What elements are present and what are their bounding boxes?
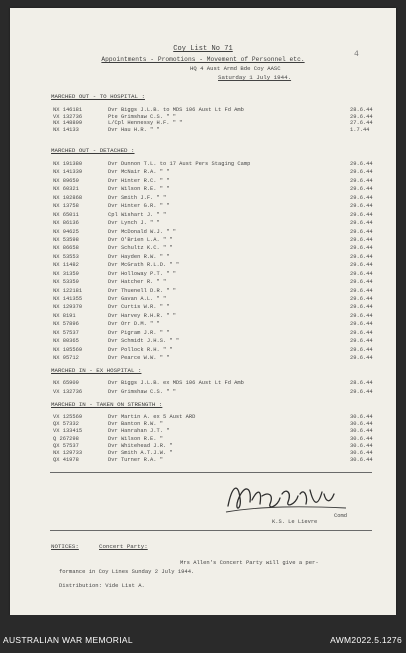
entry-date: 30.6.44	[350, 435, 373, 442]
corner-mark: 4	[354, 50, 359, 59]
service-number: NX 13758	[53, 203, 79, 210]
service-number: NX 53359	[53, 279, 79, 286]
entry-date: 29.6.44	[350, 236, 373, 243]
service-number: NX 14133	[53, 127, 79, 134]
entry-date: 29.6.44	[350, 338, 373, 345]
entry-text: Dvr Banton R.W. "	[108, 421, 163, 428]
service-number: NX 86658	[53, 245, 79, 252]
entry-date: 30.6.44	[350, 421, 373, 428]
personnel-row	[10, 161, 396, 168]
entry-text: Dvr Biggs J.L.B. to MDS 106 Aust Lt Fd Amb	[108, 107, 244, 113]
service-number: NX 89650	[53, 177, 79, 184]
notices-label: NOTICES:	[51, 543, 79, 550]
entry-date: 29.6.44	[350, 296, 373, 303]
service-number: VX 133415	[53, 428, 83, 435]
entry-text: Dvr Hinter G.R. " "	[108, 203, 170, 210]
document-page	[10, 8, 396, 615]
personnel-row	[10, 271, 396, 278]
section-heading-ex-hospital: MARCHED IN - EX HOSPITAL :	[51, 367, 142, 374]
document-subtitle: Appointments - Promotions - Movement of Personnel etc.	[101, 56, 305, 63]
personnel-row	[10, 380, 396, 387]
unit-name: HQ 4 Aust Armd Bde Coy AASC	[190, 65, 281, 72]
footer-accession-number: AWM2022.5.1276	[330, 635, 402, 645]
service-number: VX 132736	[53, 113, 83, 120]
personnel-row	[10, 457, 396, 464]
entry-date: 29.6.44	[350, 253, 373, 260]
document-date: Saturday 1 July 1944.	[218, 74, 292, 81]
entry-text: Dvr Hanrahan J.T. "	[108, 428, 170, 435]
service-number: VX 132736	[53, 388, 83, 395]
entry-date: 29.6.44	[350, 270, 373, 277]
entry-text: Dvr Thuenell D.R. " "	[108, 287, 176, 294]
personnel-row	[10, 195, 396, 202]
personnel-row	[10, 279, 396, 286]
service-number: NX 60321	[53, 186, 79, 193]
entry-date: 29.6.44	[350, 211, 373, 218]
notice-line-2: formance in Coy Lines Sunday 2 July 1944.	[59, 568, 195, 575]
service-number: NX 141339	[53, 169, 83, 176]
personnel-row	[10, 450, 396, 457]
entry-text: Dvr Wilson R.E. "	[108, 435, 163, 442]
service-number: NX 86136	[53, 220, 79, 227]
entry-text: Dvr O'Brien L.A. " "	[108, 236, 173, 243]
document-title: Coy List No 71	[173, 45, 233, 53]
entry-text: Dvr Whitehead J.R. "	[108, 442, 173, 449]
entry-date: 29.6.44	[350, 262, 373, 269]
entry-text: Dvr Pollock R.H. " "	[108, 346, 173, 353]
entry-date: 29.6.44	[350, 161, 373, 167]
entry-text: Dvr Hau H.R. " "	[108, 127, 160, 134]
personnel-row	[10, 262, 396, 269]
entry-text: Cpl Wishart J. " "	[108, 211, 167, 218]
entry-date: 29.6.44	[350, 113, 373, 120]
personnel-row	[10, 421, 396, 428]
entry-text: Dvr Hatcher R. " "	[108, 279, 167, 286]
personnel-row	[10, 443, 396, 450]
personnel-row	[10, 428, 396, 435]
entry-text: Pte Grimshaw C.S. " "	[108, 113, 176, 120]
entry-text: Dvr Schmidt J.H.S. " "	[108, 338, 180, 345]
personnel-row	[10, 186, 396, 193]
signatory-name: K.S. Le Lievre	[272, 519, 318, 525]
entry-date: 29.6.44	[350, 194, 373, 201]
entry-text: Dvr Smith A.T.J.W. "	[108, 450, 173, 456]
section-heading-to-hospital: MARCHED OUT - TO HOSPITAL :	[51, 93, 145, 100]
personnel-row	[10, 330, 396, 337]
personnel-row	[10, 304, 396, 311]
service-number: QX 57332	[53, 421, 79, 428]
service-number: NX 65011	[53, 211, 79, 218]
entry-text: Dvr Schultz K.C. " "	[108, 245, 173, 252]
service-number: NX 94625	[53, 228, 79, 235]
entry-text: Dvr Martin A. ex 5 Aust ARD	[108, 414, 196, 420]
entry-text: L/Cpl Hennessy H.F. " "	[108, 120, 183, 127]
service-number: NX 122181	[53, 287, 83, 294]
entry-date: 29.6.44	[350, 312, 373, 319]
service-number: NX 11482	[53, 262, 79, 269]
service-number: Q 267298	[53, 435, 79, 442]
personnel-row	[10, 245, 396, 252]
personnel-row	[10, 288, 396, 295]
entry-text: Dvr Hinter R.C. " "	[108, 177, 170, 184]
divider-bottom	[50, 530, 372, 531]
entry-date: 29.6.44	[350, 355, 373, 362]
personnel-row	[10, 220, 396, 227]
entry-text: Dvr McNair R.A. " "	[108, 169, 170, 176]
entry-date: 29.6.44	[350, 388, 373, 395]
entry-text: Dvr Turner R.A. "	[108, 457, 163, 464]
personnel-row	[10, 321, 396, 328]
entry-text: Dvr Grimshaw C.S. " "	[108, 388, 176, 395]
service-number: NX 102868	[53, 194, 83, 201]
entry-text: Dvr Gavan A.L. " "	[108, 296, 167, 303]
section-heading-taken-on-strength: MARCHED IN - TAKEN ON STRENGTH :	[51, 401, 163, 408]
entry-text: Dvr Hayden R.W. " "	[108, 253, 170, 260]
service-number: NX 57896	[53, 321, 79, 328]
entry-text: Dvr Wilson R.E. " "	[108, 186, 170, 193]
section-heading-detached: MARCHED OUT - DETACHED :	[51, 147, 135, 154]
entry-date: 30.6.44	[350, 457, 373, 464]
divider-top	[50, 472, 372, 473]
entry-date: 29.6.44	[350, 304, 373, 311]
personnel-row	[10, 296, 396, 303]
personnel-row	[10, 237, 396, 244]
entry-text: Dvr McDonald W.J. " "	[108, 228, 176, 235]
entry-date: 29.6.44	[350, 346, 373, 353]
entry-text: Dvr Harvey R.H.R. " "	[108, 312, 176, 319]
entry-date: 29.6.44	[350, 228, 373, 235]
entry-date: 1.7.44	[350, 127, 370, 134]
entry-date: 28.6.44	[350, 380, 373, 386]
service-number: NX 148809	[53, 120, 83, 127]
handwritten-signature	[222, 476, 352, 523]
personnel-row	[10, 169, 396, 176]
entry-text: Dvr Dunnon T.L. to 17 Aust Pers Staging Camp	[108, 161, 251, 167]
service-number: NX 53553	[53, 253, 79, 260]
service-number: NX 53598	[53, 236, 79, 243]
service-number: NX 31359	[53, 270, 79, 277]
entry-date: 29.6.44	[350, 186, 373, 193]
entry-text: Dvr Biggs J.L.B. ex MDS 106 Aust Lt Fd Amb	[108, 380, 244, 386]
entry-date: 29.6.44	[350, 177, 373, 184]
entry-date: 29.6.44	[350, 279, 373, 286]
service-number: NX 65909	[53, 380, 79, 386]
entry-date: 30.6.44	[350, 414, 373, 420]
service-number: QX 57537	[53, 442, 79, 449]
service-number: NX 80365	[53, 338, 79, 345]
entry-text: Dvr Orr D.M. " "	[108, 321, 160, 328]
personnel-row	[10, 254, 396, 261]
service-number: NX 141355	[53, 296, 83, 303]
entry-text: Dvr Lynch J. " "	[108, 220, 160, 227]
personnel-row	[10, 212, 396, 219]
entry-date: 29.6.44	[350, 329, 373, 336]
signatory-role: Comd	[334, 513, 347, 519]
service-number: NX 191380	[53, 161, 83, 167]
entry-text: Dvr McGrath R.L.D. " "	[108, 262, 180, 269]
personnel-row	[10, 127, 396, 134]
personnel-row	[10, 389, 396, 396]
personnel-row	[10, 347, 396, 354]
archive-footer	[0, 615, 406, 653]
entry-date: 29.6.44	[350, 245, 373, 252]
entry-text: Dvr Smith J.F. " "	[108, 194, 167, 201]
entry-text: Dvr Pigram J.R. " "	[108, 329, 170, 336]
service-number: VX 125569	[53, 414, 83, 420]
entry-text: Dvr Curtis W.R. " "	[108, 304, 170, 311]
service-number: NX 146181	[53, 107, 83, 113]
personnel-row	[10, 436, 396, 443]
personnel-row	[10, 414, 396, 421]
personnel-row	[10, 338, 396, 345]
footer-institution: AUSTRALIAN WAR MEMORIAL	[3, 635, 133, 645]
entry-date: 27.6.44	[350, 120, 373, 127]
notice-line-1: Mrs Allen's Concert Party will give a per-	[180, 559, 319, 566]
entry-date: 28.6.44	[350, 107, 373, 113]
service-number: NX 95712	[53, 355, 79, 362]
service-number: NX 8191	[53, 312, 76, 319]
personnel-row	[10, 313, 396, 320]
service-number: QX 41978	[53, 457, 79, 464]
service-number: NX 129733	[53, 450, 83, 456]
distribution-line: Distribution: Vide List A.	[59, 582, 145, 589]
entry-date: 29.6.44	[350, 169, 373, 176]
entry-text: Dvr Holloway P.T. " "	[108, 270, 176, 277]
service-number: NX 129370	[53, 304, 83, 311]
service-number: NX 57537	[53, 329, 79, 336]
entry-text: Dvr Pearce W.W. " "	[108, 355, 170, 362]
entry-date: 29.6.44	[350, 287, 373, 294]
entry-date: 30.6.44	[350, 428, 373, 435]
entry-date: 29.6.44	[350, 321, 373, 328]
entry-date: 30.6.44	[350, 442, 373, 449]
entry-date: 30.6.44	[350, 450, 373, 456]
service-number: NX 105569	[53, 346, 83, 353]
personnel-row	[10, 229, 396, 236]
entry-date: 29.6.44	[350, 203, 373, 210]
personnel-row	[10, 178, 396, 185]
entry-date: 29.6.44	[350, 220, 373, 227]
personnel-row	[10, 355, 396, 362]
personnel-row	[10, 203, 396, 210]
notice-heading: Concert Party:	[99, 543, 148, 550]
